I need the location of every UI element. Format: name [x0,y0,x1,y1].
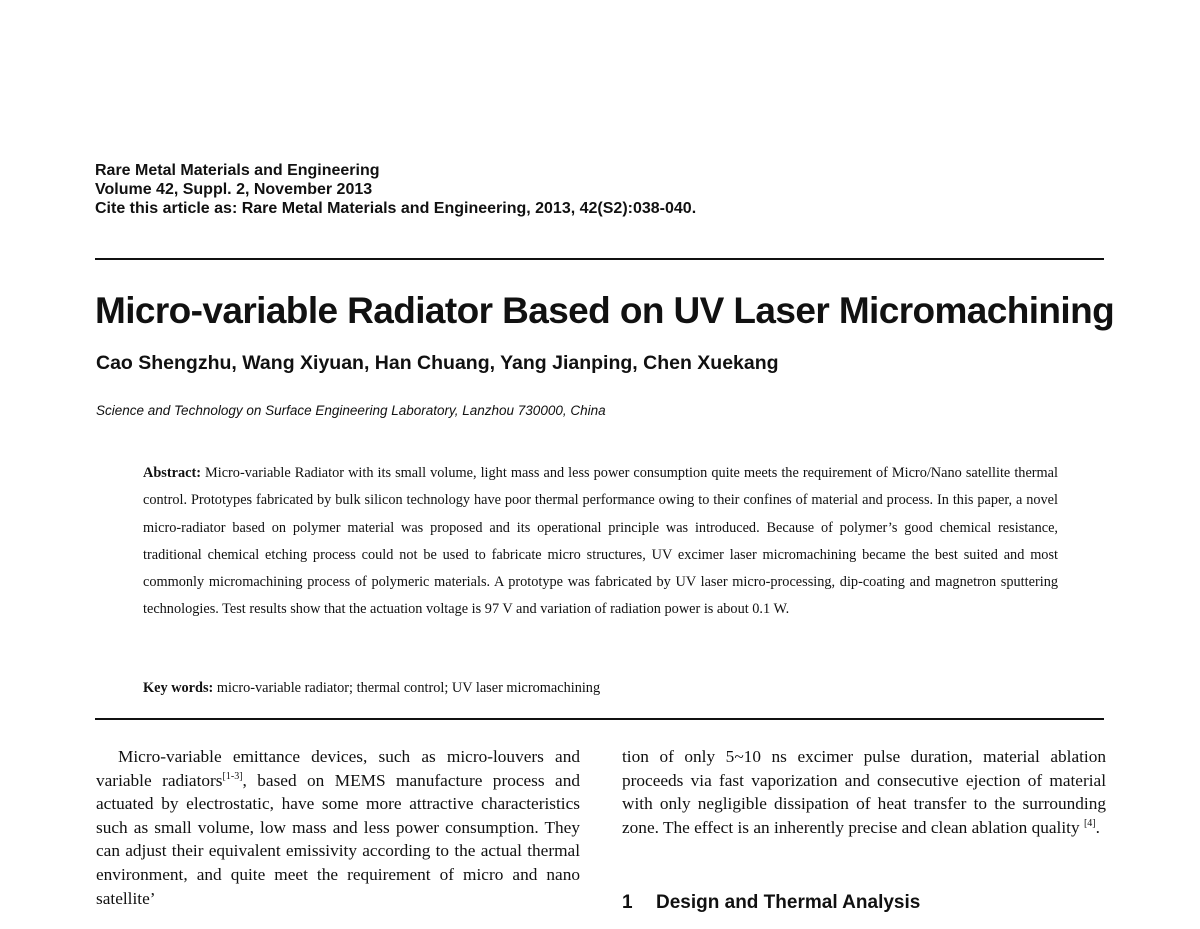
section-title: Design and Thermal Analysis [656,892,921,913]
journal-header [95,161,995,218]
section-heading [622,890,1106,916]
abstract-label: Abstract: [143,465,201,481]
abstract-text: Micro-variable Radiator with its small volume, light mass and less power consumption quite meets the requirement of Micro/Nano satellite thermal control. Prototypes fabricated by bulk silicon technology have poor thermal performance owing to their confines of material and process. In this paper, a novel micro-radiator based on polymer material was proposed and its operational principle was introduced. Because of polymer’s good chemical resistance, traditional chemical etching process could not be used to fabricate micro structures, UV excimer laser micromachining became the best suited and most commonly micromachining process of polymeric materials. A prototype was fabricated by UV laser micro-processing, dip-coating and magnetron sputtering technologies. Test results show that the actuation voltage is 97 V and variation of radiation power is about 0.1 W. [143,465,1058,618]
article-title: Micro-variable Radiator Based on UV Laser Micromachining [95,290,1115,331]
body-left-column [96,745,580,910]
body-text: . [1095,817,1100,837]
keywords-label: Key words: [143,680,214,696]
body-text: Micro-variable emittance devices, such as micro-louvers and variable radiators [96,747,580,790]
body-right-column [622,745,1106,839]
body-text: , based on MEMS manufacture process and actuated by electrostatic, have some more attractive characteristics such as small volume, low mass and less power consumption. They can adjust their equivalent emissivity according to the actual thermal environment, and quite meet the requirement of micro and nano satellite’ [96,770,580,908]
citation-ref: [1-3] [222,770,243,782]
header-rule [95,258,1104,260]
keywords [143,677,1058,699]
abstract [143,460,1058,624]
section-number: 1 [622,892,633,913]
journal-name: Rare Metal Materials and Engineering [95,162,380,179]
abstract-rule [95,718,1104,720]
journal-volume: Volume 42, Suppl. 2, November 2013 [95,181,373,198]
keywords-text: micro-variable radiator; thermal control; UV laser micromachining [216,680,601,696]
citation-line: Cite this article as: Rare Metal Materials and Engineering, 2013, 42(S2):038-040. [95,200,697,217]
body-text: tion of only 5~10 ns excimer pulse duration, material ablation proceeds via fast vaporization and consecutive ejection of material with only negligible dissipation of heat transfer to the surrounding zone. The effect is an inherently precise and clean ablation quality [622,747,1106,837]
citation-ref: [4] [1083,818,1096,830]
author-list: Cao Shengzhu, Wang Xiyuan, Han Chuang, Yang Jianping, Chen Xuekang [96,352,779,374]
affiliation: Science and Technology on Surface Engineering Laboratory, Lanzhou 730000, China [96,403,606,418]
